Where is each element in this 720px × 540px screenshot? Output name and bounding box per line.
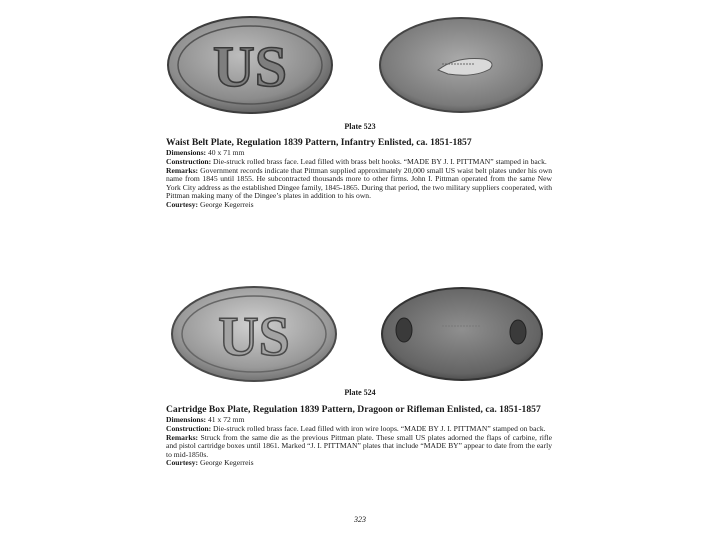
plate-523-back-photo: [378, 16, 544, 114]
plate-524-courtesy: Courtesy: George Kegerreis: [166, 458, 254, 468]
plate-523-us-lettering: US: [212, 34, 288, 99]
plate-523-remarks: Remarks: Government records indicate that Pittman supplied approximately 20,000 small US waist belt plates under his own name from 1845 until 1855. He subcontracted thousands more to other firms. John I. Pittman operated from the same New York City address as the established Dingee family, 1845-1865. During that period, the two military suppliers cooperated, with Pittman making many of the Dingee’s plates in addition to his own.: [166, 165, 552, 201]
plate-524-front-photo: [170, 284, 338, 384]
plate-523-caption: Plate 523: [344, 122, 376, 131]
plate-523-title: Waist Belt Plate, Regulation 1839 Pattern, Infantry Enlisted, ca. 1851-1857: [166, 137, 472, 148]
plate-523-entry: [166, 138, 552, 210]
plate-524-remarks: Remarks: Struck from the same die as the previous Pittman plate. These small US plates adorned the flaps of carbine, rifle and pistol cartridge boxes until 1861. Marked “J. I. PITTMAN” plates that include “MADE BY” appear to date from the early to mid-1850s.: [166, 432, 552, 459]
plate-523-construction: Construction: Die-struck rolled brass face. Lead filled with brass belt hooks. “MADE BY J. I. PITTMAN” stamped in back.: [166, 157, 547, 166]
plate-524-back-photo: [380, 286, 544, 382]
plate-523-dimensions: Dimensions: 40 x 71 mm: [166, 148, 245, 158]
plate-524-us-lettering: US: [218, 306, 290, 368]
plate-524-entry: [166, 405, 552, 468]
plate-524-title: Cartridge Box Plate, Regulation 1839 Pattern, Dragoon or Rifleman Enlisted, ca. 1851-1857: [166, 404, 541, 415]
plate-524-dimensions: Dimensions: 41 x 72 mm: [166, 415, 245, 425]
plate-523-front-photo: [166, 14, 334, 116]
plate-524-construction: Construction: Die-struck rolled brass face. Lead filled with iron wire loops. “MADE BY J. I. PITTMAN” stamped on back.: [166, 424, 546, 433]
page-number: 323: [354, 515, 366, 524]
plate-523-courtesy: Courtesy: George Kegerreis: [166, 199, 254, 209]
plate-524-caption: Plate 524: [344, 388, 376, 397]
